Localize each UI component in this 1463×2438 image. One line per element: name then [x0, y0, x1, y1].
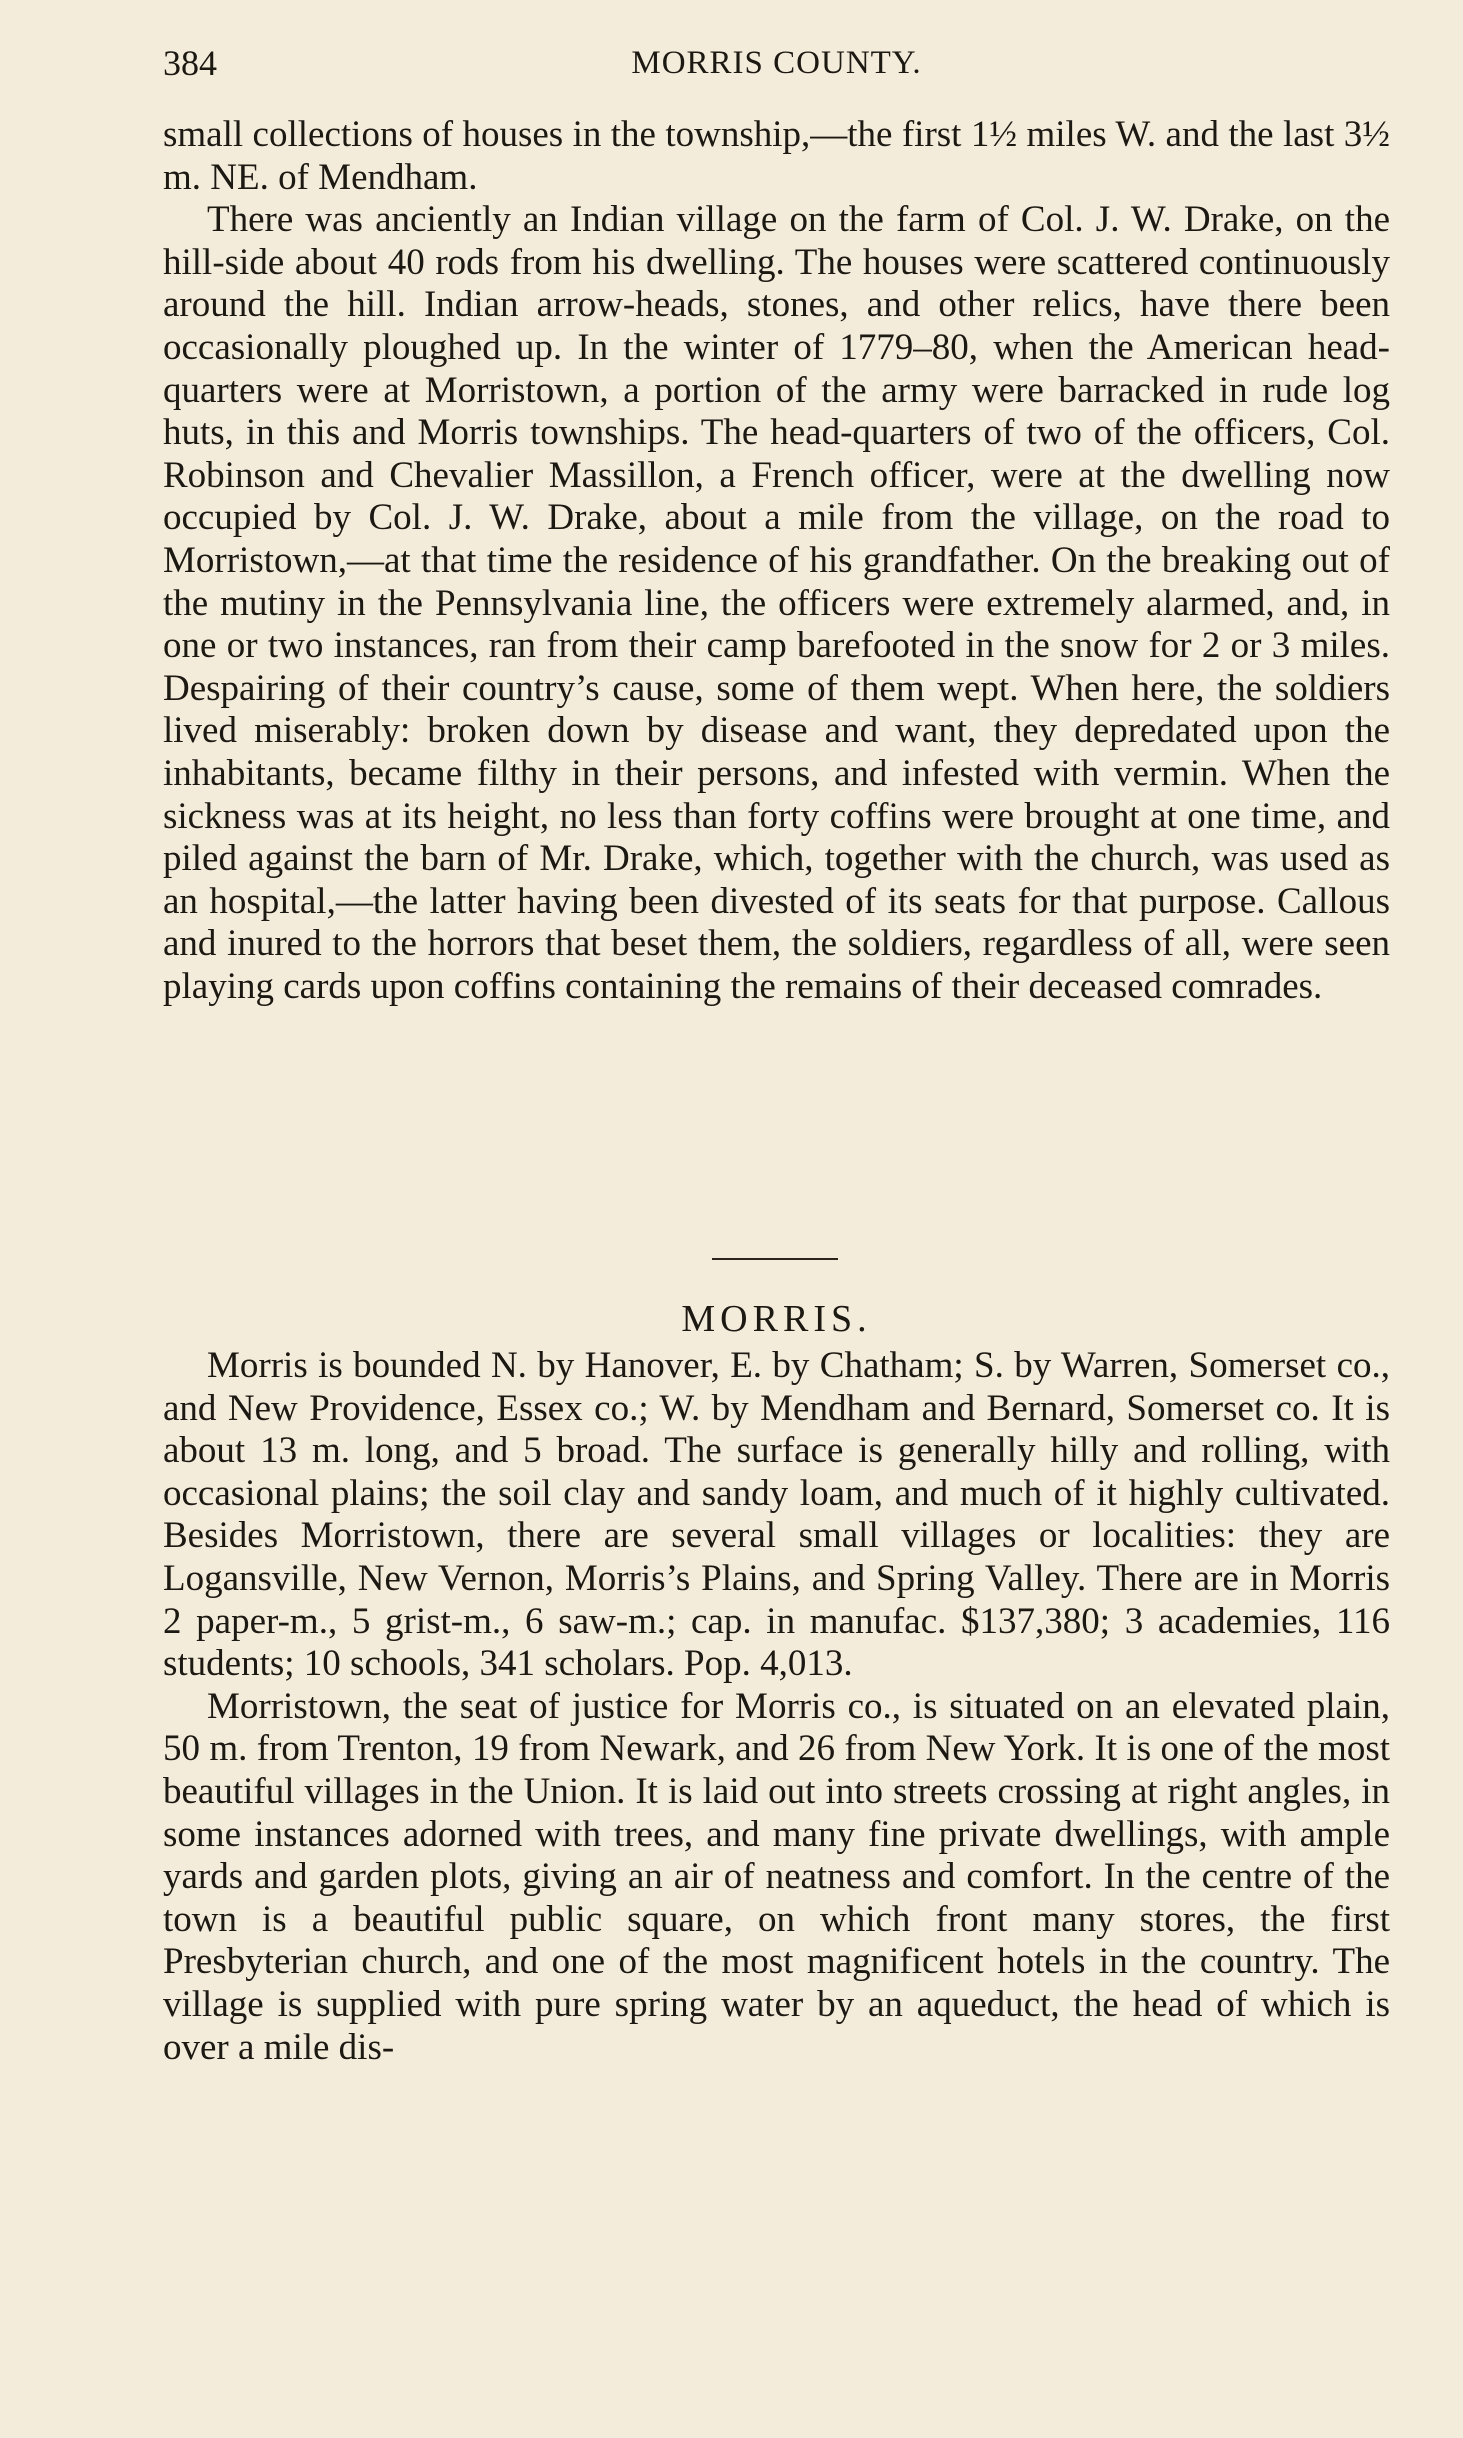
paragraph: Morristown, the seat of justice for Morris co., is situated on an elevated plain, 50 m. from Trenton, 19 from Newark, and 26 from New York. It is one of the most beautiful villages in the Union. It is laid out into streets crossing at right angles, in some instances adorned with trees, and many fine private dwellings, with ample yards and garden plots, giving an air of neatness and comfort. In the centre of the town is a beautiful public square, on which front many stores, the first Presbyterian church, and one of the most magnificent hotels in the country. The village is supplied with pure spring water by an aqueduct, the head of which is over a mile dis- — [163, 1685, 1390, 2068]
paragraph: small collections of houses in the township,—the first 1½ miles W. and the last 3½ m. NE. of Mendham. — [163, 114, 1390, 198]
page-header — [163, 38, 1390, 88]
paragraph: Morris is bounded N. by Hanover, E. by Chatham; S. by Warren, Somerset co., and New Providence, Essex co.; W. by Mendham and Bernard, Somerset co. It is about 13 m. long, and 5 broad. The surface is generally hilly and rolling, with occasional plains; the soil clay and sandy loam, and much of it highly cultivated. Besides Morristown, there are several small villages or localities: they are Logansville, New Vernon, Morris’s Plains, and Spring Valley. There are in Morris 2 paper-m., 5 grist-m., 6 saw-m.; cap. in manufac. $137,380; 3 academies, 116 students; 10 schools, 341 scholars. Pop. 4,013. — [163, 1345, 1390, 1685]
paragraph: There was anciently an Indian village on the farm of Col. J. W. Drake, on the hill-side about 40 rods from his dwelling. The houses were scattered continuously around the hill. Indian arrow-heads, stones, and other relics, have there been occasionally ploughed up. In the winter of 1779–80, when the American head-quarters were at Morristown, a portion of the army were barracked in rude log huts, in this and Morris townships. The head-quarters of two of the officers, Col. Robinson and Chevalier Massillon, a French officer, were at the dwelling now occupied by Col. J. W. Drake, about a mile from the village, on the road to Morristown,—at that time the residence of his grandfather. On the breaking out of the mutiny in the Pennsylvania line, the officers were extremely alarmed, and, in one or two instances, ran from their camp barefooted in the snow for 2 or 3 miles. Despairing of their country’s cause, some of them wept. When here, the soldiers lived miserably: broken down by disease and want, they depredated upon the inhabitants, became filthy in their persons, and infested with vermin. When the sickness was at its height, no less than forty coffins were brought at one time, and piled against the barn of Mr. Drake, which, together with the church, was used as an hospital,—the latter having been divested of its seats for that purpose. Callous and inured to the horrors that beset them, the soldiers, regardless of all, were seen playing cards upon coffins containing the remains of their deceased comrades. — [163, 199, 1390, 1007]
mendham-continuation — [163, 114, 1390, 1008]
running-head: MORRIS COUNTY. — [631, 45, 922, 81]
page-number: 384 — [163, 43, 217, 83]
morris-section-body — [163, 1345, 1390, 2069]
section-divider — [712, 1258, 838, 1260]
section-title: MORRIS. — [681, 1298, 872, 1340]
